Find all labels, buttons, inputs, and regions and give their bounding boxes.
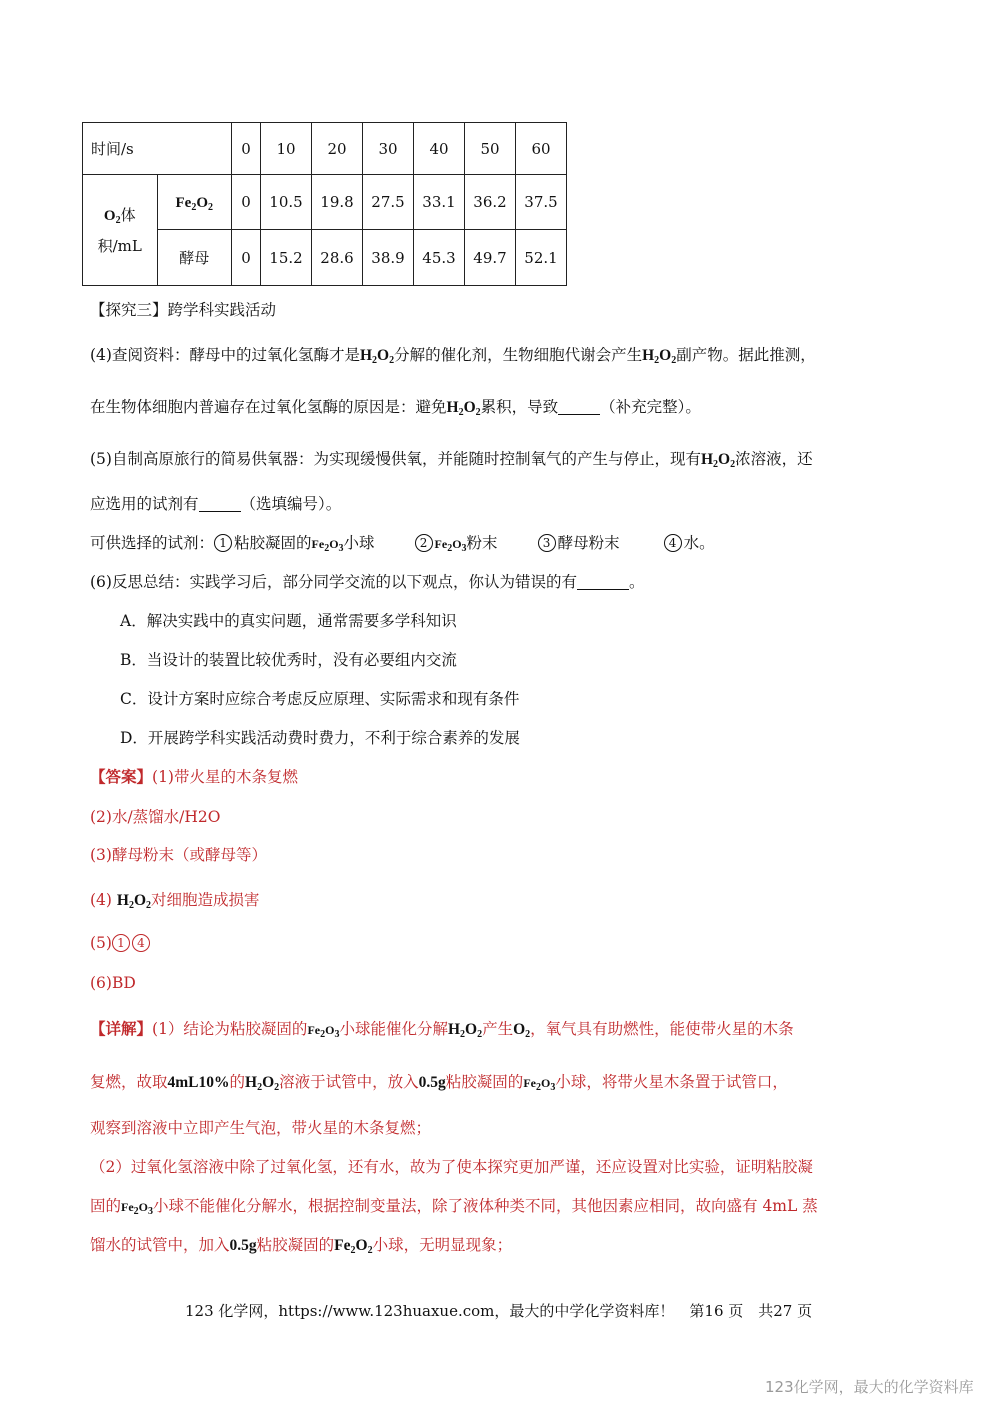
page-footer: 123 化学网，https://www.123huaxue.com，最大的中学化学资料库！ 第16 页 共27 页 bbox=[185, 1302, 813, 1320]
q5-line2: 应选用的试剂有 （选填编号）。 bbox=[90, 495, 342, 513]
table-cell: 20 bbox=[312, 123, 363, 175]
data-table bbox=[82, 122, 567, 286]
option-d: D．开展跨学科实践活动费时费力，不利于综合素养的发展 bbox=[120, 729, 520, 747]
table-row bbox=[83, 123, 567, 175]
answer-3: (3)酵母粉末（或酵母等） bbox=[90, 846, 267, 864]
table-cell: 49.7 bbox=[465, 230, 516, 286]
answer-1: 【答案】(1)带火星的木条复燃 bbox=[90, 767, 298, 786]
table-cell: 52.1 bbox=[516, 230, 567, 286]
table-cell: 28.6 bbox=[312, 230, 363, 286]
table-cell: 30 bbox=[363, 123, 414, 175]
table-cell: 38.9 bbox=[363, 230, 414, 286]
option-c: C．设计方案时应综合考虑反应原理、实际需求和现有条件 bbox=[120, 690, 520, 708]
q5-line1: (5)自制高原旅行的简易供氧器：为实现缓慢供氧，并能随时控制氧气的产生与停止，现有$H_2O_2$浓溶液，还 bbox=[90, 450, 813, 470]
answer-blank bbox=[577, 575, 629, 590]
q5-options: 可供选择的试剂： 1 粘胶凝固的$Fe_2O_3$小球 2 $Fe_2O_3$粉末 3 酵母粉末 4 水。 bbox=[90, 534, 715, 554]
q4-line2: 在生物体细胞内普遍存在过氧化氢酶的原因是：避免$H_2O_2$累积，导致 （补充完整）。 bbox=[90, 398, 701, 418]
group-label bbox=[83, 175, 158, 286]
detail-p1-line3: 观察到溶液中立即产生气泡，带火星的木条复燃； bbox=[90, 1119, 432, 1137]
option-b: B．当设计的装置比较优秀时，没有必要组内交流 bbox=[120, 651, 457, 669]
circled-number: 3 bbox=[538, 534, 556, 552]
time-label: 时间/s bbox=[83, 123, 232, 175]
table-cell: 15.2 bbox=[261, 230, 312, 286]
q6-line1: (6)反思总结：实践学习后，部分同学交流的以下观点，你认为错误的有 。 bbox=[90, 573, 645, 591]
detail-p1-line1: 【详解】(1）结论为粘胶凝固的$Fe_2O_3$小球能催化分解$H_2O_2$产生$O_2$，氧气具有助燃性，能使带火星的木条 bbox=[90, 1019, 794, 1040]
group-label-sub: 2 bbox=[115, 214, 121, 226]
answer-4: (4) $H_2O_2$对细胞造成损害 bbox=[90, 891, 260, 911]
table-cell: 19.8 bbox=[312, 175, 363, 230]
table-row bbox=[83, 175, 567, 230]
table-cell: 27.5 bbox=[363, 175, 414, 230]
table-cell: 0 bbox=[232, 230, 261, 286]
table-cell: 0 bbox=[232, 123, 261, 175]
group-label-post: 体 bbox=[120, 205, 136, 224]
option-a: A．解决实践中的真实问题，通常需要多学科知识 bbox=[120, 612, 457, 630]
circled-number: 2 bbox=[415, 534, 433, 552]
answer-6: (6)BD bbox=[90, 974, 136, 992]
group-label-line2: 积/mL bbox=[97, 236, 142, 255]
table-cell: 40 bbox=[414, 123, 465, 175]
table-cell: 37.5 bbox=[516, 175, 567, 230]
answer-2: (2)水/蒸馏水/H2O bbox=[90, 808, 221, 826]
answer-blank bbox=[558, 400, 600, 415]
table-cell: 36.2 bbox=[465, 175, 516, 230]
table-cell: 10 bbox=[261, 123, 312, 175]
watermark: 123化学网，最大的化学资料库 bbox=[765, 1378, 974, 1396]
detail-p2-line3: 馏水的试管中，加入0.5g粘胶凝固的$Fe_2O_2$小球，无明显现象； bbox=[90, 1236, 513, 1256]
circled-number: 1 bbox=[214, 534, 232, 552]
detail-p2-line2: 固的$Fe_2O_3$小球不能催化分解水，根据控制变量法，除了液体种类不同，其他因素应相同，故向盛有 4mL 蒸 bbox=[90, 1197, 818, 1217]
section-heading: 【探究三】跨学科实践活动 bbox=[90, 301, 277, 319]
table-cell: 50 bbox=[465, 123, 516, 175]
table-cell: 60 bbox=[516, 123, 567, 175]
table-cell: 33.1 bbox=[414, 175, 465, 230]
table-cell: 0 bbox=[232, 175, 261, 230]
answer-blank bbox=[199, 497, 241, 512]
circled-number: 4 bbox=[132, 934, 150, 952]
detail-tag: 【详解】 bbox=[90, 1019, 153, 1038]
circled-number: 4 bbox=[664, 534, 682, 552]
table-cell: 45.3 bbox=[414, 230, 465, 286]
group-label-chem: O bbox=[103, 207, 116, 224]
q4-line1: (4)查阅资料：酵母中的过氧化氢酶才是$H_2O_2$分解的催化剂，生物细胞代谢会产生$H_2O_2$副产物。据此推测， bbox=[90, 346, 816, 366]
detail-p2-line1: （2）过氧化氢溶液中除了过氧化氢，还有水，故为了使本探究更加严谨，还应设置对比实验，证明粘胶凝 bbox=[90, 1158, 813, 1176]
row-label-fe2o2: $Fe_2O_2$ bbox=[157, 175, 232, 230]
answer-5: (5) 1 4 bbox=[90, 934, 152, 952]
circled-number: 1 bbox=[112, 934, 130, 952]
table-cell: 10.5 bbox=[261, 175, 312, 230]
answer-tag: 【答案】 bbox=[90, 767, 153, 786]
detail-p1-line2: 复燃，故取4mL10%的$H_2O_2$溶液于试管中，放入0.5g粘胶凝固的$Fe_2O_3$小球，将带火星木条置于试管口， bbox=[90, 1073, 788, 1093]
row-label-yeast: 酵母 bbox=[157, 230, 232, 286]
